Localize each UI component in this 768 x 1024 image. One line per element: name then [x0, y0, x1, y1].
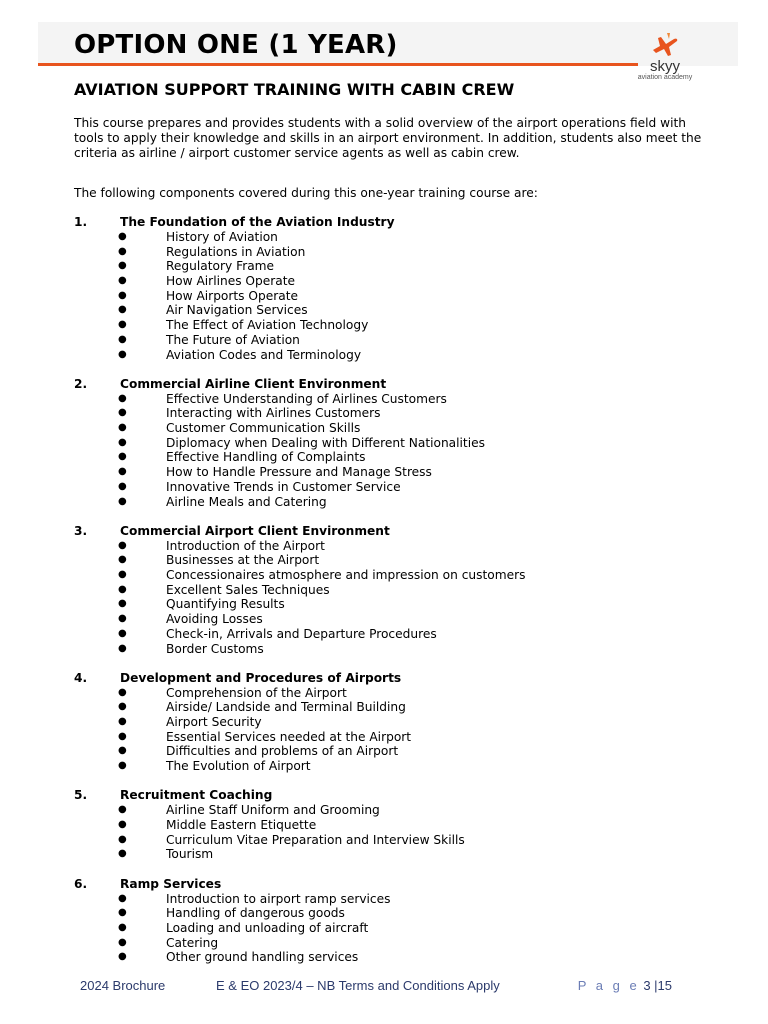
- section-title: Development and Procedures of Airports: [120, 670, 402, 685]
- list-item: [74, 259, 734, 274]
- list-item: [74, 642, 734, 657]
- list-item: [74, 759, 734, 774]
- list-item-text: Airport Security: [166, 715, 262, 730]
- bullet-icon: ●: [118, 951, 127, 963]
- list-item: [74, 803, 734, 818]
- list-item-text: Concessionaires atmosphere and impression on customers: [166, 568, 526, 583]
- bullet-icon: ●: [118, 701, 127, 713]
- list-item-text: Catering: [166, 935, 219, 950]
- footer-brochure: 2024 Brochure: [80, 978, 166, 993]
- section-number: 3.: [74, 523, 88, 538]
- list-item-text: Airside/ Landside and Terminal Building: [166, 700, 406, 715]
- list-item-text: Innovative Trends in Customer Service: [166, 479, 401, 494]
- bullet-icon: ●: [118, 730, 127, 742]
- list-item-text: Introduction of the Airport: [166, 538, 325, 553]
- footer-page-number: 3 |15: [643, 978, 672, 993]
- footer-page-label: P a g e: [577, 978, 640, 993]
- bullet-icon: ●: [118, 422, 127, 434]
- bullet-icon: ●: [118, 848, 127, 860]
- list-item: [74, 715, 734, 730]
- list-item: [74, 936, 734, 951]
- list-item-text: Other ground handling services: [166, 950, 359, 965]
- bullet-icon: ●: [118, 819, 127, 830]
- list-item: [74, 303, 734, 318]
- section-airport-client: [74, 524, 734, 657]
- bullet-icon: ●: [118, 613, 127, 625]
- list-item: [74, 627, 734, 642]
- list-item-text: Essential Services needed at the Airport: [166, 729, 412, 744]
- list-item: [74, 318, 734, 333]
- list-item-text: Airline Meals and Catering: [166, 494, 327, 509]
- page-footer: [80, 978, 700, 996]
- bullet-icon: ●: [118, 466, 127, 478]
- section-subtitle: AVIATION SUPPORT TRAINING WITH CABIN CREW: [74, 80, 515, 99]
- list-item: [74, 744, 734, 759]
- section-number: 5.: [74, 788, 88, 803]
- list-item-text: Interacting with Airlines Customers: [166, 406, 381, 421]
- list-item: [74, 950, 734, 965]
- bullet-icon: ●: [118, 583, 127, 595]
- logo-name: skyy: [650, 58, 680, 75]
- list-item: [74, 818, 734, 833]
- list-item-text: Effective Handling of Complaints: [166, 450, 366, 465]
- list-item: [74, 495, 734, 510]
- list-item-text: Introduction to airport ramp services: [166, 891, 391, 906]
- item-list: [74, 892, 734, 965]
- list-item: [74, 612, 734, 627]
- list-item: [74, 480, 734, 495]
- bullet-icon: ●: [118, 598, 127, 610]
- list-item: [74, 348, 734, 363]
- bullet-icon: ●: [118, 231, 127, 242]
- list-item-text: The Effect of Aviation Technology: [166, 318, 369, 333]
- item-list: [74, 803, 734, 862]
- logo: [630, 28, 700, 82]
- list-item-text: Border Customs: [166, 641, 264, 656]
- section-heading: [74, 377, 734, 392]
- section-foundation: [74, 215, 734, 362]
- list-item-text: Avoiding Losses: [166, 612, 263, 627]
- bullet-icon: ●: [118, 348, 127, 360]
- list-item: [74, 333, 734, 348]
- section-airline-client: [74, 377, 734, 510]
- list-item-text: Quantifying Results: [166, 597, 285, 612]
- intro-paragraph: This course prepares and provides students with a solid overview of the airport operations field with tools to apply their knowledge and skills in an airport environment. In addition, students also meet the criteria as airline / airport customer service agents as well as cabin crew.: [74, 116, 702, 160]
- section-number: 2.: [74, 376, 88, 391]
- section-recruitment: [74, 788, 734, 862]
- list-item: [74, 421, 734, 436]
- bullet-icon: ●: [118, 260, 127, 272]
- list-item-text: Regulations in Aviation: [166, 244, 306, 259]
- list-item: [74, 700, 734, 715]
- list-item: [74, 436, 734, 451]
- course-components: [74, 215, 734, 980]
- list-item: [74, 230, 734, 245]
- list-item-text: Handling of dangerous goods: [166, 906, 345, 921]
- item-list: [74, 686, 734, 774]
- logo-tagline: aviation academy: [637, 74, 693, 81]
- list-item: [74, 906, 734, 921]
- bullet-icon: ●: [118, 745, 127, 757]
- list-item: [74, 847, 734, 862]
- list-item: [74, 406, 734, 421]
- list-item: [74, 289, 734, 304]
- section-number: 6.: [74, 876, 88, 891]
- section-heading: [74, 877, 734, 892]
- section-airport-development: [74, 671, 734, 774]
- list-item-text: Customer Communication Skills: [166, 421, 361, 436]
- bullet-icon: ●: [118, 642, 127, 654]
- section-title: Commercial Airline Client Environment: [120, 376, 387, 391]
- list-item: [74, 465, 734, 480]
- list-item-text: Curriculum Vitae Preparation and Interview Skills: [166, 832, 465, 847]
- list-item: [74, 597, 734, 612]
- bullet-icon: ●: [118, 892, 127, 904]
- list-item-text: Air Navigation Services: [166, 303, 308, 318]
- list-item: [74, 892, 734, 907]
- list-item: [74, 274, 734, 289]
- bullet-icon: ●: [118, 936, 127, 948]
- section-number: 4.: [74, 670, 88, 685]
- section-title: Commercial Airport Client Environment: [120, 523, 390, 538]
- list-item-text: Regulatory Frame: [166, 259, 275, 274]
- list-item-text: Effective Understanding of Airlines Customers: [166, 391, 447, 406]
- item-list: [74, 392, 734, 510]
- bullet-icon: ●: [118, 436, 127, 448]
- list-item-text: How Airports Operate: [166, 288, 298, 303]
- list-item-text: History of Aviation: [166, 230, 278, 244]
- list-item: [74, 921, 734, 936]
- page-title: OPTION ONE (1 YEAR): [74, 30, 398, 60]
- list-item: [74, 730, 734, 745]
- bullet-icon: ●: [118, 760, 127, 772]
- bullet-icon: ●: [118, 319, 127, 331]
- bullet-icon: ●: [118, 569, 127, 581]
- section-heading: [74, 524, 734, 539]
- list-item: [74, 553, 734, 568]
- list-item-text: The Future of Aviation: [166, 332, 300, 347]
- list-item-text: Loading and unloading of aircraft: [166, 920, 369, 935]
- bullet-icon: ●: [118, 392, 127, 404]
- list-item-text: Difficulties and problems of an Airport: [166, 744, 399, 759]
- bullet-icon: ●: [118, 275, 127, 287]
- list-item: [74, 686, 734, 701]
- list-item-text: Tourism: [166, 847, 214, 862]
- section-title: The Foundation of the Aviation Industry: [120, 215, 395, 229]
- bullet-icon: ●: [118, 304, 127, 316]
- bullet-icon: ●: [118, 627, 127, 639]
- bullet-icon: ●: [118, 686, 127, 698]
- list-item: [74, 568, 734, 583]
- item-list: [74, 539, 734, 657]
- list-item: [74, 539, 734, 554]
- bullet-icon: ●: [118, 451, 127, 463]
- list-item-text: Aviation Codes and Terminology: [166, 347, 362, 362]
- bullet-icon: ●: [118, 480, 127, 492]
- list-item-text: How to Handle Pressure and Manage Stress: [166, 465, 432, 480]
- item-list: [74, 230, 734, 362]
- list-item: [74, 450, 734, 465]
- section-ramp-services: [74, 877, 734, 965]
- section-heading: [74, 671, 734, 686]
- section-heading: [74, 788, 734, 803]
- lead-paragraph: The following components covered during this one-year training course are:: [74, 186, 538, 200]
- list-item-text: How Airlines Operate: [166, 274, 295, 289]
- bullet-icon: ●: [118, 907, 127, 919]
- bullet-icon: ●: [118, 289, 127, 301]
- list-item-text: Businesses at the Airport: [166, 553, 320, 568]
- bullet-icon: ●: [118, 495, 127, 507]
- bullet-icon: ●: [118, 407, 127, 419]
- bullet-icon: ●: [118, 716, 127, 728]
- list-item-text: Diplomacy when Dealing with Different Nationalities: [166, 435, 485, 450]
- list-item-text: Comprehension of the Airport: [166, 685, 347, 700]
- list-item-text: The Evolution of Airport: [166, 759, 311, 774]
- footer-terms: E & EO 2023/4 – NB Terms and Conditions Apply: [216, 978, 500, 993]
- bullet-icon: ●: [118, 539, 127, 551]
- list-item: [74, 583, 734, 598]
- section-title: Recruitment Coaching: [120, 788, 273, 803]
- list-item-text: Airline Staff Uniform and Grooming: [166, 803, 380, 818]
- plane-icon: [650, 30, 680, 58]
- list-item: [74, 833, 734, 848]
- list-item-text: Excellent Sales Techniques: [166, 582, 330, 597]
- bullet-icon: ●: [118, 833, 127, 845]
- section-title: Ramp Services: [120, 876, 222, 891]
- bullet-icon: ●: [118, 804, 127, 816]
- list-item: [74, 392, 734, 407]
- bullet-icon: ●: [118, 245, 127, 257]
- bullet-icon: ●: [118, 921, 127, 933]
- bullet-icon: ●: [118, 333, 127, 345]
- list-item: [74, 245, 734, 260]
- bullet-icon: ●: [118, 554, 127, 566]
- footer-page-indicator: [578, 978, 672, 993]
- header-rule: [38, 63, 638, 66]
- section-number: 1.: [74, 215, 88, 229]
- list-item-text: Check-in, Arrivals and Departure Procedures: [166, 626, 437, 641]
- section-heading: [74, 215, 734, 230]
- list-item-text: Middle Eastern Etiquette: [166, 818, 317, 832]
